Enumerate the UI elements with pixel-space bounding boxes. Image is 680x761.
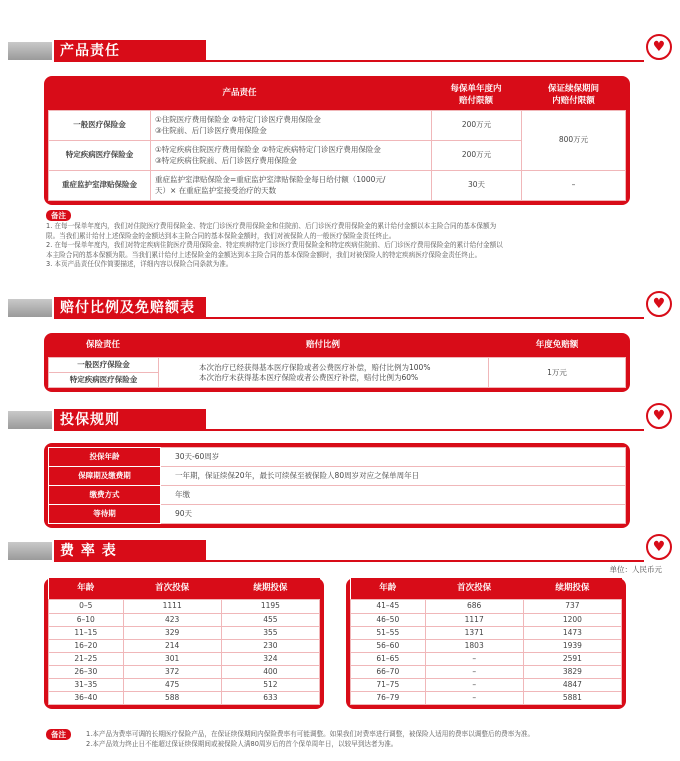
note-tag: 备注 (46, 729, 71, 740)
rate-cell: – (425, 679, 523, 692)
rate-cell: 475 (123, 679, 221, 692)
rate-cell: 31–35 (49, 679, 124, 692)
rate-cell: – (425, 692, 523, 705)
rules-table: 投保年龄 30天-60周岁 保障期及缴费期 一年期，保证续保20年，最长可续保至被保险人80周岁对应之保单周年日 缴费方式 年缴 等待期 90天 (44, 443, 630, 528)
table-row (49, 652, 320, 665)
col-header: 每保单年度内 赔付限额 (450, 84, 502, 106)
section-title: 费 率 表 (54, 540, 206, 562)
rate-cell: 400 (221, 666, 319, 679)
row-limit: 30天 (432, 171, 522, 201)
table-row (49, 600, 320, 613)
rate-table-right: 年龄 首次投保 续期投保 41–45 686 737 46–50 1117 1200 51–55 1371 1473 56–60 1803 1939 61–65 – 2591 66–70 – 3829 71–75 – 4847 76–79 – 5881 (346, 578, 626, 709)
table-row (49, 666, 320, 679)
heart-icon: ♥ (646, 34, 672, 60)
heart-icon: ♥ (646, 403, 672, 429)
rate-cell: 5881 (523, 692, 621, 705)
rate-cell: 230 (221, 639, 319, 652)
table-row (49, 679, 320, 692)
rate-cell: 1803 (425, 639, 523, 652)
rate-cell: 66–70 (351, 666, 426, 679)
rate-cell: 1117 (425, 613, 523, 626)
renew-dash: – (522, 171, 626, 201)
rate-cell: 301 (123, 652, 221, 665)
rate-cell: 2591 (523, 652, 621, 665)
rate-cell: 372 (123, 666, 221, 679)
table-row (49, 613, 320, 626)
table-row (351, 613, 622, 626)
rate-cell: 41–45 (351, 600, 426, 613)
table-row (351, 692, 622, 705)
rate-cell: 1111 (123, 600, 221, 613)
rate-cell: – (425, 666, 523, 679)
note-block: 1. 在每一保单年度内，我们对住院医疗费用保险金、特定门诊医疗费用保险金和住院前、后门诊医疗费用保险金的累计给付金额以本主险合同的基本保额为 限。当我们累计给付上述保险金的金额达到本主险合同的基本保险金额时，我们对被保险人的一般医疗保险金责任终止。 2. 在每一保单年度内，我们对特定疾病住院医疗费用保险金、特定疾病特定门诊医疗费用保险金和特定疾病住院前、后门诊医疗费用保险金的累计给付金额以 本主险合同的基本保额为限。当我们累计给付上述保险金的金额达到本主险合同的基本保险金额时，我们对被保险人的特定疾病医疗保险金责任终止。 3. 本页产品责任仅作简要描述，详细内容以保险合同条款为准。 (46, 222, 503, 269)
unit-label: 单位：人民币元 (609, 565, 662, 574)
rate-cell: 11–15 (49, 626, 124, 639)
ratio-table: 保险责任 赔付比例 年度免赔额 一般医疗保险金 本次治疗已经获得基本医疗保险或者公费医疗补偿，赔付比例为100% 本次治疗未获得基本医疗保险或者公费医疗补偿，赔付比例为60% 1万元 特定疾病医疗保险金 (44, 333, 630, 392)
renew-limit: 800万元 (522, 111, 626, 171)
rate-cell: 1939 (523, 639, 621, 652)
rate-cell: 51–55 (351, 626, 426, 639)
row-label: 重症监护室津贴保险金 (49, 171, 151, 201)
rate-cell: 737 (523, 600, 621, 613)
section-header-rates (8, 540, 672, 562)
row-detail: ①住院医疗费用保险金 ②特定门诊医疗费用保险金 ③住院前、后门诊医疗费用保险金 (151, 111, 432, 141)
rate-cell: 355 (221, 626, 319, 639)
rate-cell: 36–40 (49, 692, 124, 705)
rate-cell: 71–75 (351, 679, 426, 692)
rate-cell: 16–20 (49, 639, 124, 652)
rate-cell: 1473 (523, 626, 621, 639)
row-label: 特定疾病医疗保险金 (49, 141, 151, 171)
rate-cell: 455 (221, 613, 319, 626)
col-header: 产品责任 (222, 88, 257, 98)
section-header-ratio (8, 297, 672, 319)
rate-cell: 3829 (523, 666, 621, 679)
heart-icon: ♥ (646, 291, 672, 317)
rate-cell: 4847 (523, 679, 621, 692)
rate-cell: 329 (123, 626, 221, 639)
rate-cell: 6–10 (49, 613, 124, 626)
table-row (49, 626, 320, 639)
section-header-rules (8, 409, 672, 431)
rate-cell: 423 (123, 613, 221, 626)
row-detail: ①特定疾病住院医疗费用保险金 ②特定疾病特定门诊医疗费用保险金 ③特定疾病住院前、后门诊医疗费用保险金 (151, 141, 432, 171)
row-limit: 200万元 (432, 141, 522, 171)
rate-cell: 686 (425, 600, 523, 613)
rate-cell: 1200 (523, 613, 621, 626)
table-row (351, 679, 622, 692)
rate-table-left: 年龄 首次投保 续期投保 0–5 1111 1195 6–10 423 455 11–15 329 355 16–20 214 230 21–25 301 324 26–30 372 400 31–35 475 512 36–40 588 633 (44, 578, 324, 709)
row-limit: 200万元 (432, 111, 522, 141)
rate-cell: 588 (123, 692, 221, 705)
section-title: 投保规则 (54, 409, 206, 431)
table-row (351, 626, 622, 639)
row-detail: 重症监护室津贴保险金=重症监护室津贴保险金每日给付额（1000元/ 天）× 在重症监护室接受治疗的天数 (151, 171, 432, 201)
responsibility-table (44, 76, 630, 205)
rate-cell: 56–60 (351, 639, 426, 652)
rate-cell: 46–50 (351, 613, 426, 626)
rate-cell: 1195 (221, 600, 319, 613)
note-tag: 备注 (46, 210, 71, 221)
rate-cell: 76–79 (351, 692, 426, 705)
rate-cell: 21–25 (49, 652, 124, 665)
section-title: 产品责任 (54, 40, 206, 62)
rate-cell: 214 (123, 639, 221, 652)
heart-icon: ♥ (646, 534, 672, 560)
section-title: 赔付比例及免赔额表 (54, 297, 206, 319)
section-header-responsibility (8, 40, 672, 62)
table-row (49, 692, 320, 705)
table-row (351, 600, 622, 613)
rate-cell: 324 (221, 652, 319, 665)
table-row (49, 639, 320, 652)
rate-cell: – (425, 652, 523, 665)
rate-cell: 26–30 (49, 666, 124, 679)
table-row (351, 666, 622, 679)
rate-cell: 1371 (425, 626, 523, 639)
table-row (351, 652, 622, 665)
rate-cell: 61–65 (351, 652, 426, 665)
note-block: 1.本产品为费率可调的长期医疗保险产品，在保证续保期间内保险费率有可能调整。如果我们对费率进行调整，被保险人适用的费率以调整后的费率为准。 2.本产品效力终止日不能超过保证续保期间或被保险人满80周岁后的首个保单周年日，以较早到达者为准。 (86, 730, 535, 748)
row-label: 一般医疗保险金 (49, 111, 151, 141)
rate-cell: 512 (221, 679, 319, 692)
rate-cell: 633 (221, 692, 319, 705)
table-row (351, 639, 622, 652)
rate-cell: 0–5 (49, 600, 124, 613)
col-header: 保证续保期间 内赔付限额 (547, 84, 599, 106)
